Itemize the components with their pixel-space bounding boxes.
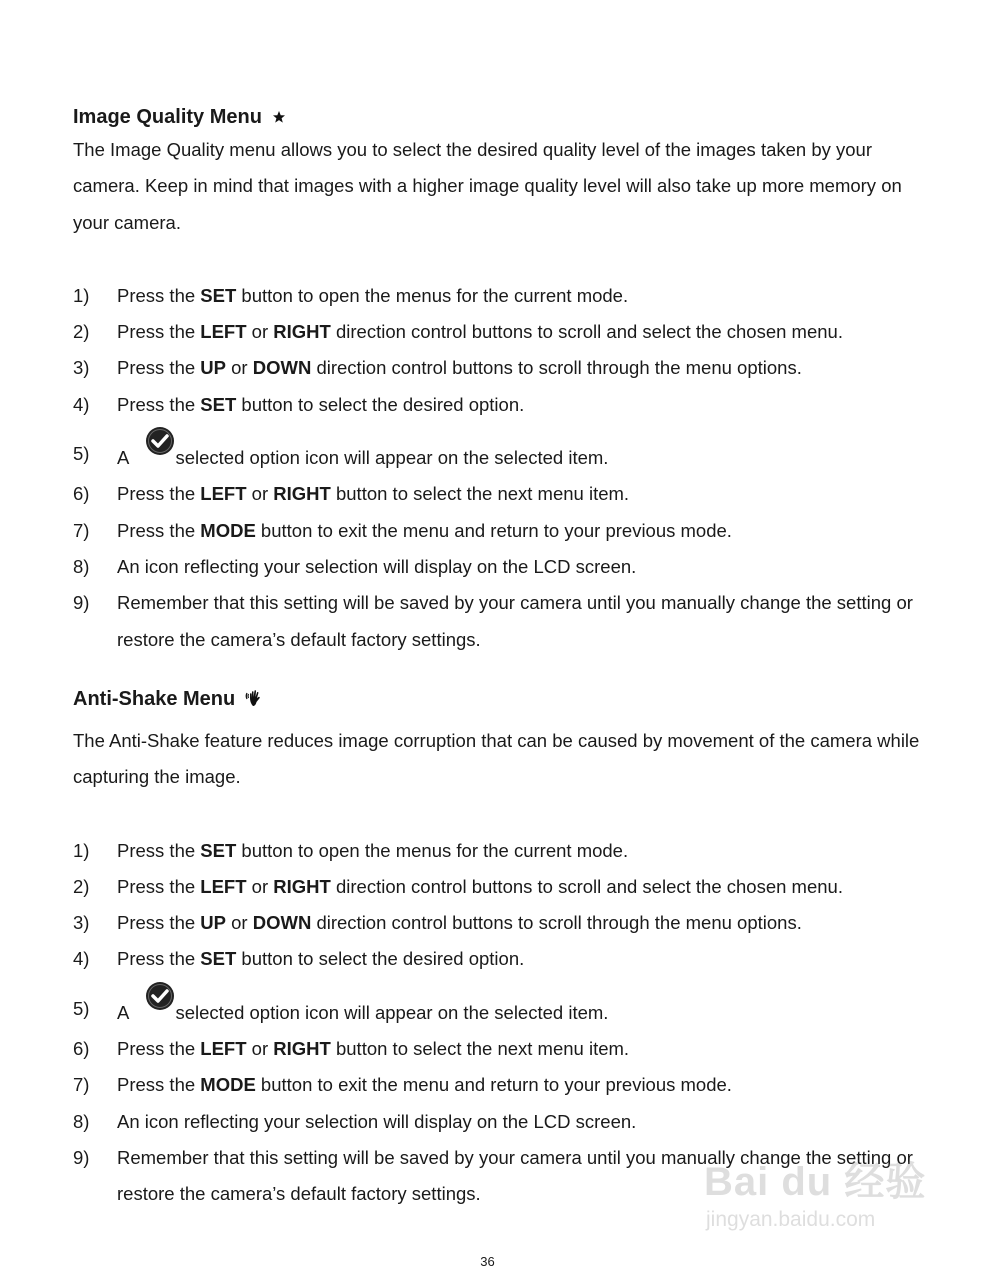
step-number: 7) (73, 519, 90, 541)
step-keyword: RIGHT (273, 483, 331, 505)
image-quality-steps (73, 278, 933, 658)
list-item (73, 476, 933, 512)
list-item (73, 585, 933, 658)
list-item (73, 513, 933, 549)
step-keyword: SET (200, 284, 237, 306)
step-number: 1) (73, 284, 90, 306)
step-text: button to select the next menu item. (330, 1038, 630, 1060)
step-text: Press the (117, 1038, 201, 1060)
image-quality-section (73, 102, 933, 658)
step-number: 8) (73, 1110, 90, 1132)
anti-shake-section (73, 684, 933, 1213)
list-item (73, 1031, 933, 1067)
step-number: 5) (73, 997, 90, 1019)
anti-shake-title: Anti-Shake Menu (73, 688, 236, 710)
step-number: 2) (73, 875, 90, 897)
step-keyword: UP (200, 357, 226, 379)
step-text: button to exit the menu and return to your previous mode. (255, 519, 732, 541)
step-keyword: SET (200, 948, 237, 970)
step-keyword: RIGHT (273, 1038, 331, 1060)
checkmark-circle-icon (145, 981, 175, 1011)
step-text: Press the (117, 483, 201, 505)
step-text: Remember that this setting will be saved by your camera until you manually change the setting or restore the camera’s default factory settings. (117, 1146, 913, 1205)
step-text: button to exit the menu and return to your previous mode. (255, 1074, 732, 1096)
step-text: Press the (117, 519, 201, 541)
step-keyword: RIGHT (273, 321, 331, 343)
step-number: 4) (73, 393, 90, 415)
list-item (73, 387, 933, 423)
step-text: Press the (117, 948, 201, 970)
image-quality-title: Image Quality Menu (73, 106, 262, 128)
step-number: 2) (73, 321, 90, 343)
step-text: Press the (117, 1074, 201, 1096)
step-text: or (226, 912, 253, 934)
step-keyword: SET (200, 393, 237, 415)
anti-shake-steps (73, 833, 933, 1213)
step-number: 1) (73, 839, 90, 861)
step-text: direction control buttons to scroll and select the chosen menu. (330, 875, 843, 897)
step-keyword: MODE (200, 519, 256, 541)
step-text: button to open the menus for the current mode. (236, 284, 629, 306)
step-number: 3) (73, 357, 90, 379)
list-item (73, 978, 933, 1031)
watermark-url: jingyan.baidu.com (706, 1208, 876, 1231)
step-text: An icon reflecting your selection will display on the LCD screen. (117, 555, 637, 577)
list-item (73, 314, 933, 350)
step-text: or (246, 1038, 274, 1060)
step-text: or (226, 357, 253, 379)
list-item (73, 1140, 933, 1213)
step-text: A (117, 1001, 134, 1023)
list-item (73, 1067, 933, 1103)
watermark-brand: Bai du 经验 (704, 1160, 927, 1204)
step-text: direction control buttons to scroll through the menu options. (311, 912, 802, 934)
step-number: 9) (73, 1146, 90, 1168)
step-text: button to select the desired option. (236, 948, 525, 970)
step-text: Press the (117, 357, 201, 379)
step-text: button to select the desired option. (236, 393, 525, 415)
step-text: An icon reflecting your selection will display on the LCD screen. (117, 1110, 637, 1132)
step-text: Press the (117, 321, 201, 343)
list-item (73, 833, 933, 869)
step-number: 6) (73, 1038, 90, 1060)
anti-shake-intro: The Anti-Shake feature reduces image corruption that can be caused by movement of the camera while capturing the image. (73, 730, 920, 788)
step-keyword: DOWN (252, 357, 312, 379)
step-keyword: LEFT (200, 875, 247, 897)
step-keyword: SET (200, 839, 237, 861)
list-item (73, 278, 933, 314)
step-text: Press the (117, 839, 201, 861)
step-number: 5) (73, 443, 90, 465)
list-item (73, 869, 933, 905)
image-quality-intro: The Image Quality menu allows you to select the desired quality level of the images taken by your camera. Keep in mind that images with a higher image quality level will also take up more memory on your camera. (73, 139, 902, 233)
step-text: Press the (117, 393, 201, 415)
step-text: Remember that this setting will be saved by your camera until you manually change the setting or restore the camera’s default factory settings. (117, 592, 913, 650)
page-number: 36 (480, 1254, 495, 1269)
star-icon (272, 110, 286, 124)
step-text: Press the (117, 875, 201, 897)
list-item (73, 549, 933, 585)
step-keyword: MODE (200, 1074, 256, 1096)
step-number: 7) (73, 1074, 90, 1096)
list-item (73, 350, 933, 386)
list-item (73, 905, 933, 941)
step-text: button to open the menus for the current mode. (236, 839, 629, 861)
step-keyword: LEFT (200, 483, 247, 505)
step-text: Press the (117, 912, 201, 934)
step-keyword: DOWN (252, 912, 312, 934)
step-text: selected option icon will appear on the selected item. (175, 447, 609, 469)
step-text: direction control buttons to scroll through the menu options. (311, 357, 802, 379)
list-item (73, 423, 933, 476)
step-text: direction control buttons to scroll and select the chosen menu. (330, 321, 843, 343)
step-text: selected option icon will appear on the selected item. (175, 1001, 609, 1023)
step-number: 6) (73, 483, 90, 505)
step-keyword: LEFT (200, 1038, 247, 1060)
image-quality-heading (73, 102, 933, 132)
step-text: or (246, 483, 274, 505)
list-item (73, 941, 933, 977)
step-text: button to select the next menu item. (330, 483, 630, 505)
step-keyword: LEFT (200, 321, 247, 343)
step-number: 8) (73, 555, 90, 577)
step-number: 4) (73, 948, 90, 970)
step-text: Press the (117, 284, 201, 306)
step-text: or (246, 875, 274, 897)
step-number: 9) (73, 592, 90, 614)
step-number: 3) (73, 912, 90, 934)
step-keyword: RIGHT (273, 875, 331, 897)
anti-shake-heading (73, 684, 933, 714)
step-text: or (246, 321, 274, 343)
step-keyword: UP (200, 912, 226, 934)
shaking-hand-icon (245, 689, 267, 709)
checkmark-circle-icon (145, 426, 175, 456)
step-text: A (117, 447, 134, 469)
list-item (73, 1104, 933, 1140)
